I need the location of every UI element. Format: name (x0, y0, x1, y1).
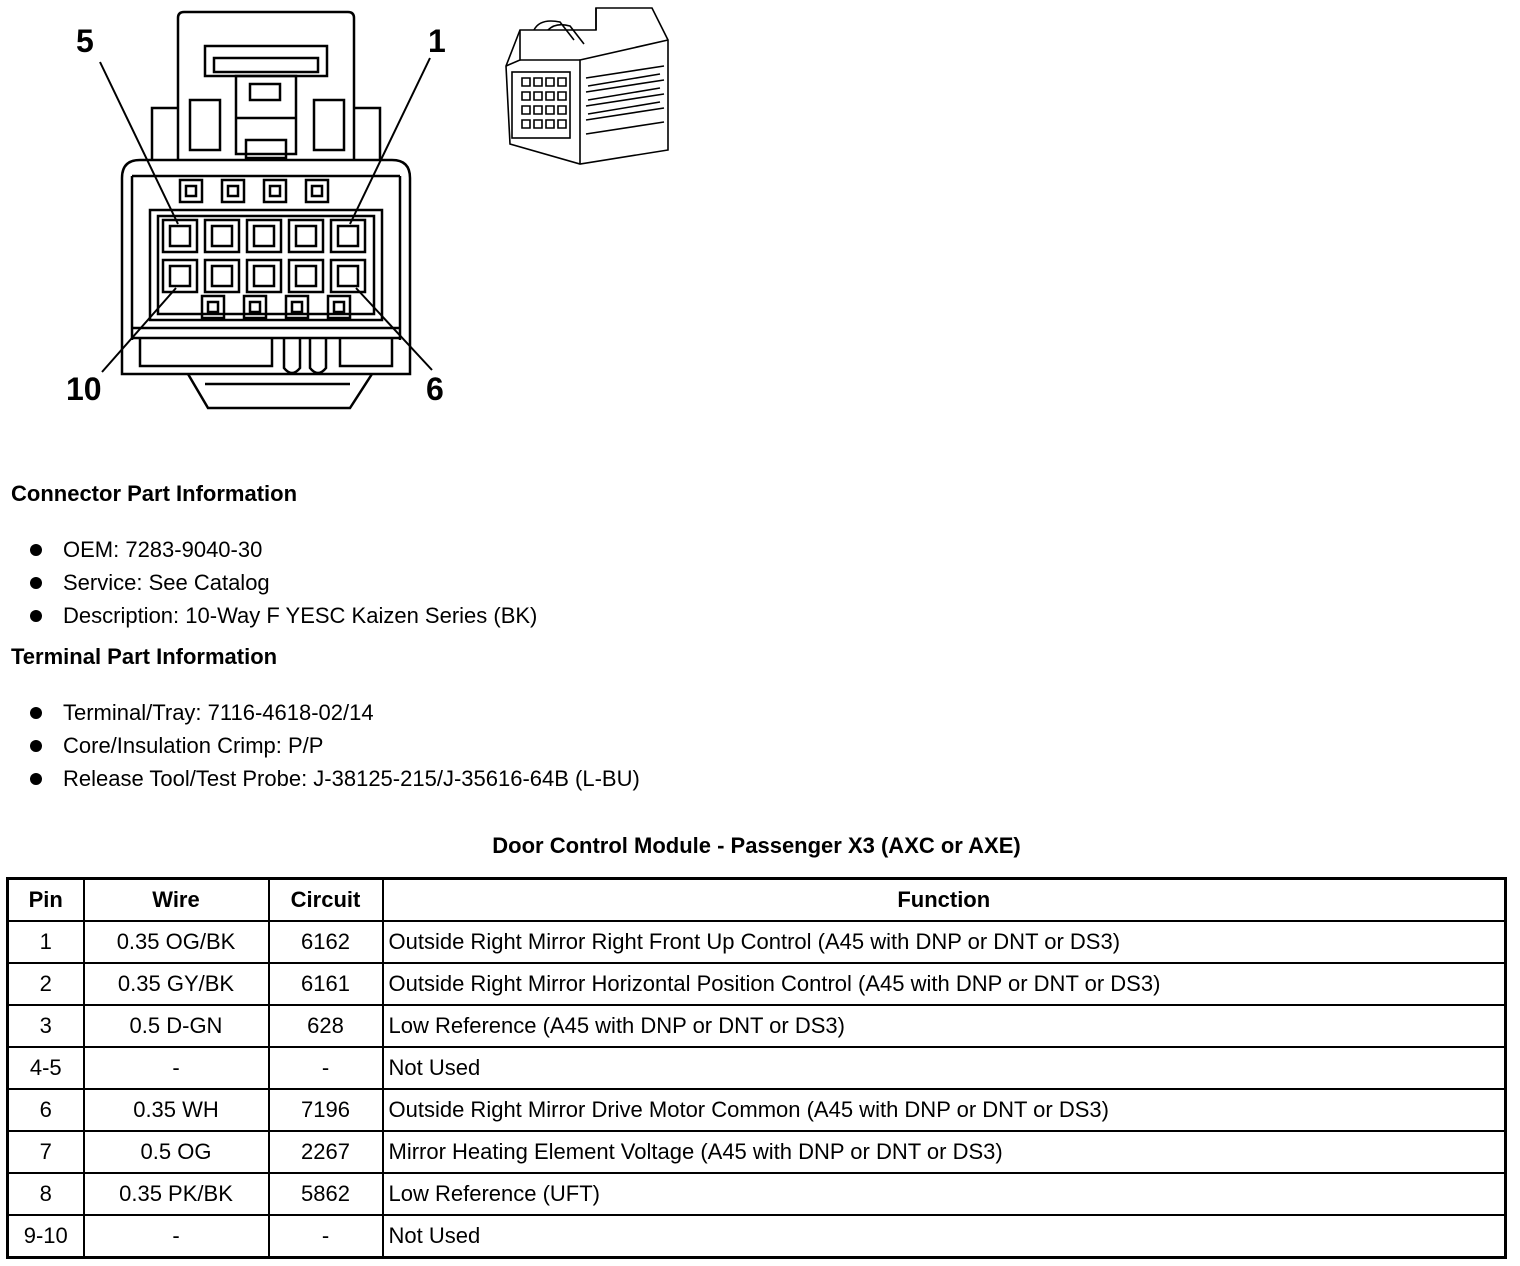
pin-1-callout: 1 (428, 23, 446, 59)
circuit-cell: 628 (269, 1005, 383, 1047)
terminal-tray: Terminal/Tray: 7116-4618-02/14 (63, 700, 374, 725)
terminal-release-tool: Release Tool/Test Probe: J-38125-215/J-35616-64B (L-BU) (63, 766, 640, 791)
table-row (8, 1089, 1506, 1131)
circuit-cell: - (269, 1215, 383, 1258)
connector-3d-view (506, 8, 668, 164)
pin-5-callout: 5 (76, 23, 94, 59)
bullet-icon (30, 740, 42, 752)
list-item (28, 566, 537, 599)
bullet-icon (30, 707, 42, 719)
connector-latch (152, 12, 380, 160)
cavity-row-bottom (163, 260, 365, 292)
bullet-icon (30, 577, 42, 589)
circuit-cell: - (269, 1047, 383, 1089)
connector-description: Description: 10-Way F YESC Kaizen Series (BK) (63, 603, 538, 628)
function-cell: Not Used (383, 1215, 1506, 1258)
terminal-info-list (28, 696, 640, 795)
pin-cell: 7 (8, 1131, 84, 1173)
connector-diagram (0, 0, 720, 420)
pin-cell: 8 (8, 1173, 84, 1215)
table-row (8, 921, 1506, 963)
pin-cell: 1 (8, 921, 84, 963)
table-row (8, 1173, 1506, 1215)
pinout-table (6, 877, 1507, 1259)
function-cell: Outside Right Mirror Right Front Up Control (A45 with DNP or DNT or DS3) (383, 921, 1506, 963)
column-header-circuit: Circuit (269, 879, 383, 922)
pin-10-callout: 10 (66, 371, 102, 407)
circuit-cell: 2267 (269, 1131, 383, 1173)
function-cell: Low Reference (UFT) (383, 1173, 1506, 1215)
wire-cell: 0.35 WH (84, 1089, 269, 1131)
bullet-icon (30, 544, 42, 556)
circuit-cell: 5862 (269, 1173, 383, 1215)
table-row (8, 1131, 1506, 1173)
terminal-crimp: Core/Insulation Crimp: P/P (63, 733, 324, 758)
table-header-row (8, 879, 1506, 922)
wire-cell: - (84, 1047, 269, 1089)
function-cell: Not Used (383, 1047, 1506, 1089)
connector-oem: OEM: 7283-9040-30 (63, 537, 263, 562)
column-header-wire: Wire (84, 879, 269, 922)
table-row (8, 1005, 1506, 1047)
wire-cell: 0.35 OG/BK (84, 921, 269, 963)
pin-cell: 4-5 (8, 1047, 84, 1089)
pin-cell: 2 (8, 963, 84, 1005)
list-item (28, 729, 640, 762)
pin-cell: 3 (8, 1005, 84, 1047)
wire-cell: 0.35 PK/BK (84, 1173, 269, 1215)
function-cell: Low Reference (A45 with DNP or DNT or DS3) (383, 1005, 1506, 1047)
table-row (8, 1215, 1506, 1258)
connector-info-list (28, 533, 537, 632)
wire-cell: 0.5 OG (84, 1131, 269, 1173)
connector-service: Service: See Catalog (63, 570, 270, 595)
wire-cell: - (84, 1215, 269, 1258)
list-item (28, 762, 640, 795)
bullet-icon (30, 773, 42, 785)
column-header-pin: Pin (8, 879, 84, 922)
cavity-row-top (163, 220, 365, 252)
table-row (8, 1047, 1506, 1089)
connector-info-heading: Connector Part Information (11, 481, 298, 506)
pin-6-callout: 6 (426, 371, 444, 407)
table-row (8, 963, 1506, 1005)
function-cell: Outside Right Mirror Drive Motor Common (A45 with DNP or DNT or DS3) (383, 1089, 1506, 1131)
list-item (28, 533, 537, 566)
function-cell: Mirror Heating Element Voltage (A45 with DNP or DNT or DS3) (383, 1131, 1506, 1173)
circuit-cell: 6161 (269, 963, 383, 1005)
wire-cell: 0.35 GY/BK (84, 963, 269, 1005)
list-item (28, 599, 537, 632)
function-cell: Outside Right Mirror Horizontal Position Control (A45 with DNP or DNT or DS3) (383, 963, 1506, 1005)
table-title: Door Control Module - Passenger X3 (AXC or AXE) (492, 833, 1021, 858)
wire-cell: 0.5 D-GN (84, 1005, 269, 1047)
circuit-cell: 7196 (269, 1089, 383, 1131)
terminal-info-heading: Terminal Part Information (11, 644, 278, 669)
circuit-cell: 6162 (269, 921, 383, 963)
column-header-function: Function (383, 879, 1506, 922)
bullet-icon (30, 610, 42, 622)
pin-cell: 9-10 (8, 1215, 84, 1258)
list-item (28, 696, 640, 729)
pin-cell: 6 (8, 1089, 84, 1131)
